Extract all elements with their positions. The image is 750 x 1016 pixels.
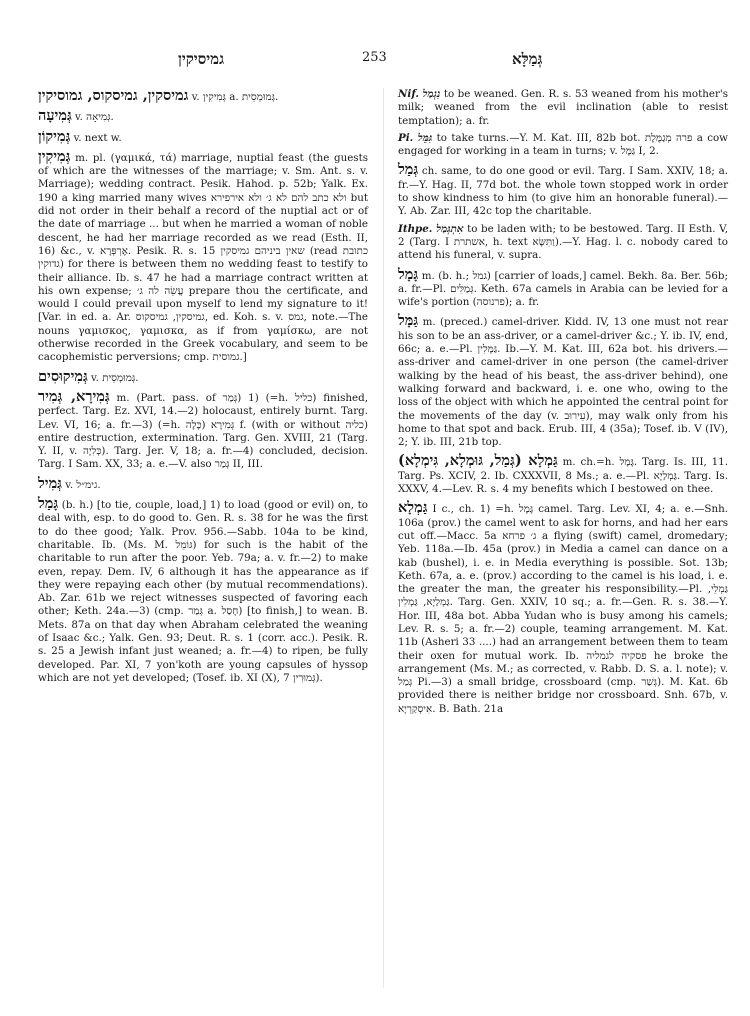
entry-headword: גָּמַל [38, 495, 59, 513]
dictionary-entry [398, 223, 728, 263]
header-left-guide-word: גמיסיקין [178, 50, 225, 68]
right-column [398, 88, 728, 720]
entry-definition: (b. h.) [to tie, couple, load,] 1) to load (good or evil) on, to deal with, esp. to do good to. Gen. R. s. 38 for he was the first to do thee good; Yalk. Prov. 956.—Sabb. 104a to be kind, charitable. Ib. (Ms. M. גּוֹמֵל) for such is the habit of the charitable to run after the poor. Yeb. 79a; a. v. fr.—2) to make even, repay. Dem. IV, 6 although it has the appearance as if they were repaying each other (by mutual recommendations). Ab. Zar. 61b we reject witnesses suspected of favoring each other; Keth. 24a.—3) (cmp. גְּמַר a. חָסַל) [to finish,] to wean. B. Mets. 87a on that day when Abraham celebrated the weaning of Isaac &c.; Yalk. Gen. 93; Deut. R. s. 1 (corr. acc.). Pesik. R. s. 25 a Jewish infant just weaned; a. fr.—4) to ripen, be fully developed. Par. XI, 7 yon'koth are young capsules of hyssop which are not yet developed; (Tosef. ib. XI (X), 7 גְּמוּרִין). [38, 499, 368, 684]
dictionary-entry [38, 129, 368, 145]
dictionary-entry [38, 369, 368, 385]
entry-stem-label: Ithpe. אִתְגְּמַל [398, 222, 464, 235]
dictionary-entry [398, 162, 728, 218]
entry-definition: m. (b. h.; גמל) [carrier of loads,] camel. Bekh. 8a. Ber. 56b; a. fr.—Pl. גְּמַלִּים. Keth. 67a camels in Arabia can be levied for a wife's portion (פרנוסה); a. fr. [398, 269, 729, 309]
entry-definition: to be weaned. Gen. R. s. 53 weaned from his mother's milk; weaned from the evil inclination (able to resist temptation); a. fr. [398, 88, 728, 127]
dictionary-entry [398, 313, 728, 449]
dictionary-entry [398, 453, 728, 496]
entry-headword: גמיסקין, גמיסקוס, גמוסיקין [38, 87, 189, 104]
column-gutter [383, 88, 384, 988]
entry-definition: m. (preced.) camel-driver. Kidd. IV, 13 one must not rear his son to be an ass-driver, or a camel-driver &c.; Y. ib. IV, end, 66c; a. e.—Pl. גַּמָּלִין. Ib.—Y. M. Kat. III, 62a bot. his drivers.—ass-driver and camel-driver in one person (the camel-driver walking by the head of his beast, the ass-driver behind), one walking forward and backward, i. e. one who, owing to the loss of the object with which he appointed the central point for the movements of the day (v. עֵירוּב), may walk only from his home to that spot and back. Erub. III, 4 (35a); Tosef. ib. V (IV), 2; Y. ib. III, 21b top. [398, 316, 728, 449]
entry-definition: v. גְּמוּמְסֵית. [91, 371, 139, 384]
entry-stem-label: Pi. גִּמֵּל [398, 131, 433, 144]
left-column [38, 88, 368, 689]
dictionary-entry [398, 267, 728, 310]
entry-headword: גְּמִיקוּסִים [38, 367, 88, 385]
dictionary-entry [398, 132, 728, 159]
dictionary-entry [38, 108, 368, 124]
entry-definition: ch. same, to do one good or evil. Targ. I Sam. XXIV, 18; a. fr.—Y. Hag. II, 77d bot. the whole town stopped work in order to show kindness to him (to give him an honorable funeral).—Y. Ab. Zar. III, 42c top the charitable. [398, 165, 728, 218]
entry-headword: גְּמִיקִין [38, 147, 71, 165]
entry-headword: גַּמָּל [398, 312, 419, 330]
dictionary-entry [38, 389, 368, 472]
entry-definition: v. גְּמִיקִין a. גְּמוּמְסֵית. [191, 91, 279, 103]
dictionary-entry [38, 149, 368, 365]
entry-headword: גְּמַל [398, 161, 419, 179]
dictionary-entry [398, 88, 728, 128]
entry-definition: m. ch.=h. גָּמָל. Targ. Is. III, 11. Targ. Ps. XCIV, 2. Ib. CXXXVII, 8 Ms.; a. e.—Pl. גַּמְלַיָא. Targ. Is. XXXV, 4.—Lev. R. s. 4 my benefits which I bestowed on thee. [398, 456, 729, 496]
dictionary-entry [398, 500, 728, 716]
running-header [0, 50, 750, 74]
entry-headword: גְּמִיקוֹן [38, 127, 71, 145]
entry-definition: to take turns.—Y. M. Kat. III, 82b bot. פרה מְגַמֶּלֶת a cow engaged for working in a team in turns; v. גַּמָּל I, 2. [398, 131, 729, 158]
entry-definition: m. (Part. pass. of גְּמַר) 1) (=h. כליל) finished, perfect. Targ. Ez. XVI, 14.—2) holocaust, entirely burnt. Targ. Lev. VI, 16; a. fr.—3) (=h. כָּלָה) גְּמִירָא f. (with or without כליה) entire destruction, extermination. Targ. Gen. XVIII, 21 (Targ. Y. II, v. כְּלִיָה). Targ. Jer. V, 18; a. fr.—4) concluded, decision. Targ. I Sam. XX, 33; a. e.—V. also גְּמַר II, III. [38, 391, 368, 471]
entry-headword: גָּמָל [398, 265, 419, 283]
entry-definition: v. next w. [73, 131, 122, 144]
page-number: 253 [362, 50, 387, 65]
entry-definition: I c., ch. 1) =h. גָּמָל camel. Targ. Lev. XI, 4; a. e.—Snh. 106a (prov.) the camel went to ask for horns, and had her ears cut off.—Macc. 5a ג׳ פרחא a flying (swift) camel, dromedary; Yeb. 118a.—Ib. 45a (prov.) in Media a camel can dance on a kab (bushel), i. e. in Media everything is possible. Sot. 13b; Keth. 67a, a. e. (prov.) according to the camel is his load, i. e. the greater the man, the greater his responsibility.—Pl. גַּמְלֵי, גַּמְלַיָא, גַּמְלִין. Targ. Gen. XXIV, 10 sq.; a. fr.—Gen. R. s. 38.—Y. Hor. III, 48a bot. Abba Yudan who is busy among his camels; Lev. R. s. 5; a. fr.—2) couple, teaming arrangement. M. Kat. 11b (Asheri 33 ....) had an arrangement between them to team their oxen for mutual work. Ib. פסקיה לגמליה he broke the arrangement (Ms. M.; as corrected, v. Rabb. D. S. a. l. note); v. גְּמַל Pi.—3) a small bridge, crossboard (cmp. גְּשַׁר). M. Kat. 6b provided there is neither bridge nor crossboard. Snh. 67b, v. אִיסְקַרְיָא. B. Bath. 21a [398, 503, 729, 715]
entry-headword: גְּמִירָא, גְּמִיר [38, 387, 110, 405]
dictionary-entry [38, 88, 368, 104]
entry-headword: גַּמְלָא (גְּמַל, גּוּמְלָא, גִּימְלָא) [398, 452, 558, 470]
entry-definition: v. גימ״ל. [65, 478, 101, 491]
entry-headword: גַּמְלָא [398, 499, 428, 517]
dictionary-entry [38, 496, 368, 685]
entry-stem-label: Nif. נִגְמַל [398, 88, 441, 100]
entry-definition: m. pl. (γαμικά, τά) marriage, nuptial feast (the guests of which are the witnesses of the marriage; v. Sm. Ant. s. v. Marriage); wedding contract. Pesik. Hahod. p. 52b; Yalk. Ex. 190 a king married many wives ולא כתב להם לא ג׳ ולא אירפירא but did not order in their behalf a record of the nuptial act or of the date of marriage ... but when he married a woman of noble descent, he had her marriage recorded as we read (Esth. II, 16) &c., v. אֶרְפְּרָא. Pesik. R. s. 15 שאין ביניהם גמיסקין (read כתובת גדוקין) for there is between them no wedding feast to testify to their alliance. Ib. s. 47 he had a marriage contract written at his own expense; עֲשֵׂה לה ג׳ prepare thou the certificate, and would I could prevail upon myself to lend my signature to it! [Var. in ed. a. Ar. גמיסקין, גמיסקוס, ed. Koh. s. v. גמס, note.—The nouns γαμισκος, γαμισκα, as if from γαμίσκω, are not otherwise recorded in the Greek vocabulary, and seem to be cacophemistic perversions; cmp. גמוסית.] [38, 151, 368, 364]
entry-definition: to be laden with; to be bestowed. Targ. II Esth. V, 2 (Targ. I אשתרת, h. text וַתִּשָּׂא).—Y. Hag. l. c. nobody cared to attend his funeral, v. supra. [398, 222, 728, 262]
entry-headword: גְּמִיעָה [38, 107, 72, 125]
dictionary-entry [38, 476, 368, 492]
entry-headword: גְּמִיל [38, 474, 62, 492]
entry-definition: v. גְּמִיאָה. [75, 111, 114, 124]
header-right-guide-word: גְּמַלָּא [512, 50, 543, 68]
